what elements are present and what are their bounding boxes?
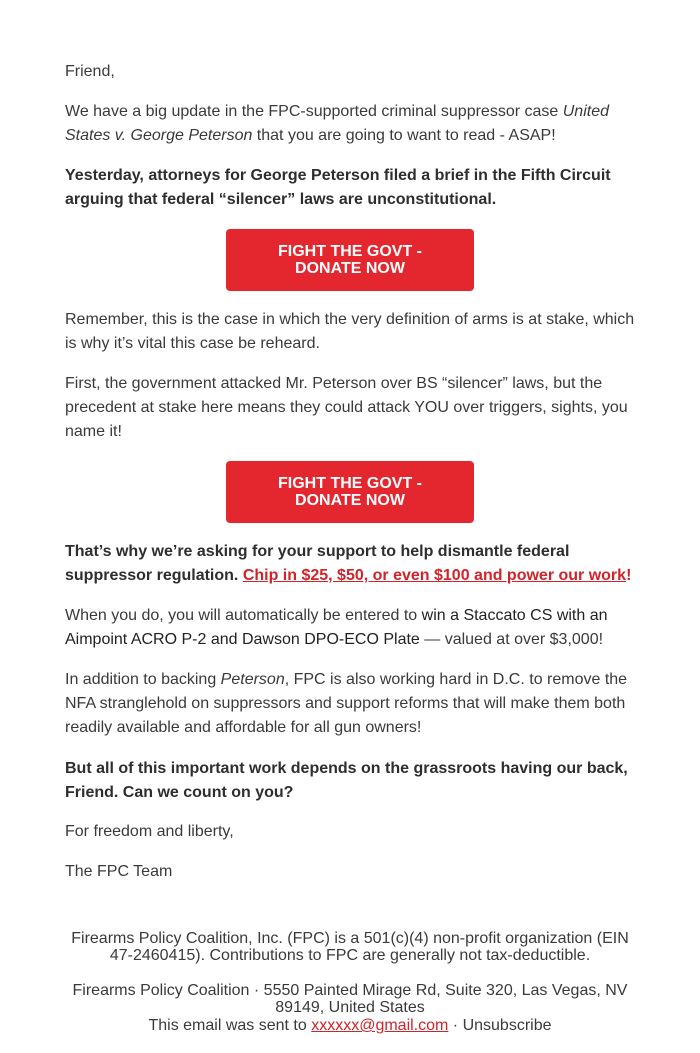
p1-text-after: that you are going to want to read - ASAP! [252,127,556,144]
footer-sent-prefix: This email was sent to [148,1017,312,1034]
paragraph-giveaway [65,604,640,652]
support-ask-exclamation: ! [626,567,632,584]
paragraph-case-update [65,100,640,148]
donate-button-middle-label: FIGHT THE GOVT - DONATE NOW [278,475,422,509]
signoff: For freedom and liberty, [65,823,234,840]
recipient-email-link[interactable]: xxxxxx@gmail.com [311,1017,449,1034]
nfa-after: , FPC is also working hard in D.C. to remove the NFA stranglehold on suppressors and support reforms that will make them both readily available and affordable for all gun owners! [65,671,628,736]
donate-button-middle[interactable] [226,461,474,523]
chip-in-link[interactable]: Chip in $25, $50, or even $100 and power our work [242,567,627,584]
giveaway-before: When you do, you will automatically be entered to [65,607,422,624]
donate-button-top-label: FIGHT THE GOVT - DONATE NOW [278,243,422,277]
footer-address: Firearms Policy Coalition · 5550 Painted Mirage Rd, Suite 320, Las Vegas, NV 89149, United States [72,982,628,1016]
support-ask-bold: That’s why we’re asking for your support to help dismantle federal suppressor regulation. [65,543,570,584]
greeting: Friend, [65,63,115,80]
paragraph-support-ask [65,540,640,588]
signature: The FPC Team [65,863,173,880]
case-name: United States v. George Peterson [65,103,609,144]
peterson-name: Peterson [220,671,285,688]
paragraph-nfa-reform [65,668,640,740]
giveaway-prize: win a Staccato CS with an Aimpoint ACRO P-2 and Dawson DPO-ECO Plate [65,607,608,648]
paragraph-government-attack: First, the government attacked Mr. Peterson over BS “silencer” laws, but the precedent at stake here means they could attack YOU over triggers, sights, you name it! [65,375,628,440]
footer-sent-to [65,1017,635,1034]
paragraph-grassroots: But all of this important work depends on the grassroots having our back, Friend. Can we count on you? [65,760,628,801]
p1-text-before: We have a big update in the FPC-supported criminal suppressor case [65,103,563,120]
donate-button-top[interactable] [226,229,474,291]
footer-separator: · [448,1017,463,1034]
paragraph-brief-filed: Yesterday, attorneys for George Peterson filed a brief in the Fifth Circuit arguing that federal “silencer” laws are unconstitutional. [65,167,611,208]
paragraph-definition-of-arms: Remember, this is the case in which the very definition of arms is at stake, which is why it’s vital this case be reheard. [65,311,635,352]
nfa-before: In addition to backing [65,671,221,688]
unsubscribe-link[interactable]: Unsubscribe [462,1017,552,1034]
footer-disclaimer: Firearms Policy Coalition, Inc. (FPC) is a 501(c)(4) non-profit organization (EIN 47-2460415). Contributions to FPC are generally not tax-deductible. [71,930,629,964]
giveaway-after: — valued at over $3,000! [419,631,604,648]
